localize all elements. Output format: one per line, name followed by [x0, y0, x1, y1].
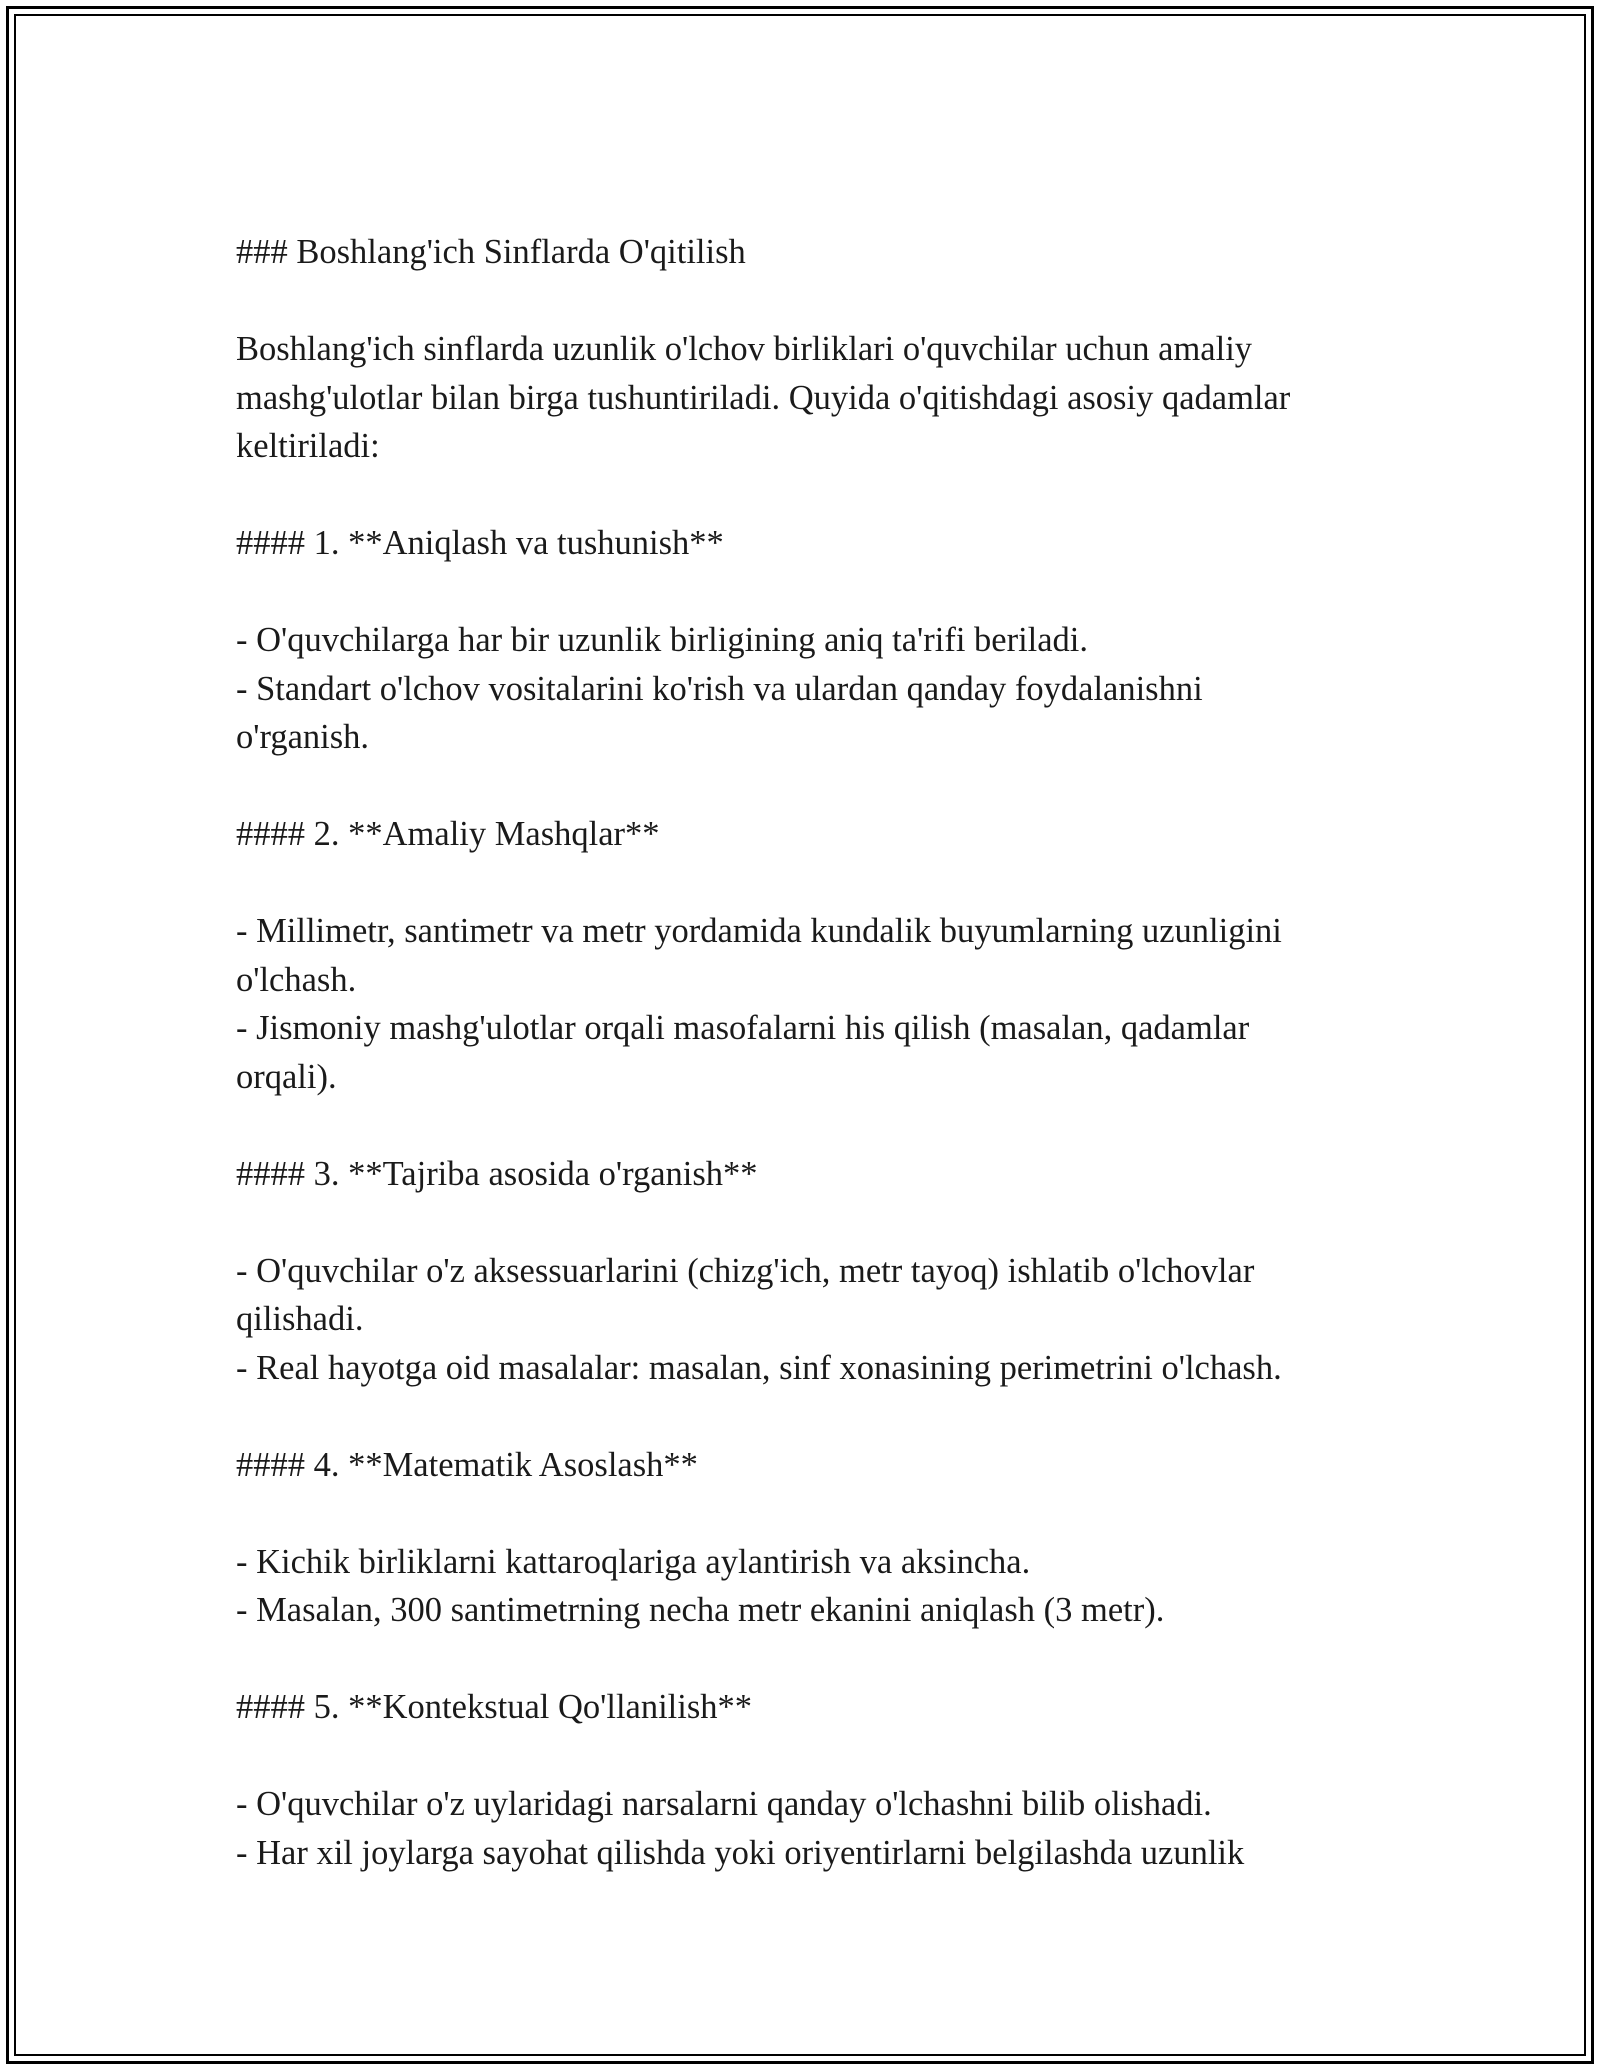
spacer [236, 471, 1376, 520]
spacer [236, 1101, 1376, 1150]
spacer [236, 1392, 1376, 1441]
section-line: - O'quvchilar o'z aksessuarlarini (chizg'ich, metr tayoq) ishlatib o'lchovlar [236, 1251, 1255, 1290]
section-heading: #### 3. **Tajriba asosida o'rganish** [236, 1154, 758, 1193]
section-heading: #### 5. **Kontekstual Qo'llanilish** [236, 1688, 753, 1726]
section-line: orqali). [236, 1057, 337, 1096]
section-line: qilishadi. [236, 1300, 364, 1338]
section-line: - Standart o'lchov vositalarini ko'rish va ulardan qanday foydalanishni [236, 669, 1203, 708]
document-title: ### Boshlang'ich Sinflarda O'qitilish [236, 233, 746, 271]
section-line: - O'quvchilarga har bir uzunlik birligining aniq ta'rifi beriladi. [236, 621, 1089, 659]
section-line: o'lchash. [236, 960, 357, 999]
section-line: - Kichik birliklarni kattaroqlariga aylantirish va aksincha. [236, 1542, 1031, 1581]
section-line: - Millimetr, santimetr va metr yordamida kundalik buyumlarning uzunligini [236, 912, 1282, 950]
spacer [236, 1489, 1376, 1538]
section-line: - Har xil joylarga sayohat qilishda yoki oriyentirlarni belgilashda uzunlik [236, 1833, 1245, 1872]
section-heading: #### 1. **Aniqlash va tushunish** [236, 524, 724, 562]
section-line: - Real hayotga oid masalalar: masalan, sinf xonasining perimetrini o'lchash. [236, 1348, 1282, 1387]
section-1 [236, 519, 1376, 762]
spacer [236, 1732, 1376, 1781]
intro-line: keltiriladi: [236, 427, 380, 465]
spacer [236, 762, 1376, 811]
spacer [236, 277, 1376, 326]
section-3 [236, 1150, 1376, 1393]
section-line: o'rganish. [236, 718, 370, 756]
spacer [236, 859, 1376, 908]
section-line: - Jismoniy mashg'ulotlar orqali masofalarni his qilish (masalan, qadamlar [236, 1009, 1250, 1047]
section-5 [236, 1683, 1376, 1877]
spacer [236, 568, 1376, 617]
intro-line: Boshlang'ich sinflarda uzunlik o'lchov birliklari o'quvchilar uchun amaliy [236, 330, 1253, 368]
spacer [236, 1198, 1376, 1247]
section-heading: #### 4. **Matematik Asoslash** [236, 1445, 698, 1484]
spacer [236, 1635, 1376, 1684]
section-4 [236, 1441, 1376, 1635]
document-body [236, 228, 1376, 1877]
intro-paragraph [236, 325, 1376, 471]
section-line: - Masalan, 300 santimetrning necha metr ekanini aniqlash (3 metr). [236, 1591, 1165, 1629]
intro-line: mashg'ulotlar bilan birga tushuntiriladi. Quyida o'qitishdagi asosiy qadamlar [236, 378, 1291, 417]
section-line: - O'quvchilar o'z uylaridagi narsalarni qanday o'lchashni bilib olishadi. [236, 1785, 1212, 1823]
section-heading: #### 2. **Amaliy Mashqlar** [236, 815, 660, 853]
section-2 [236, 810, 1376, 1101]
